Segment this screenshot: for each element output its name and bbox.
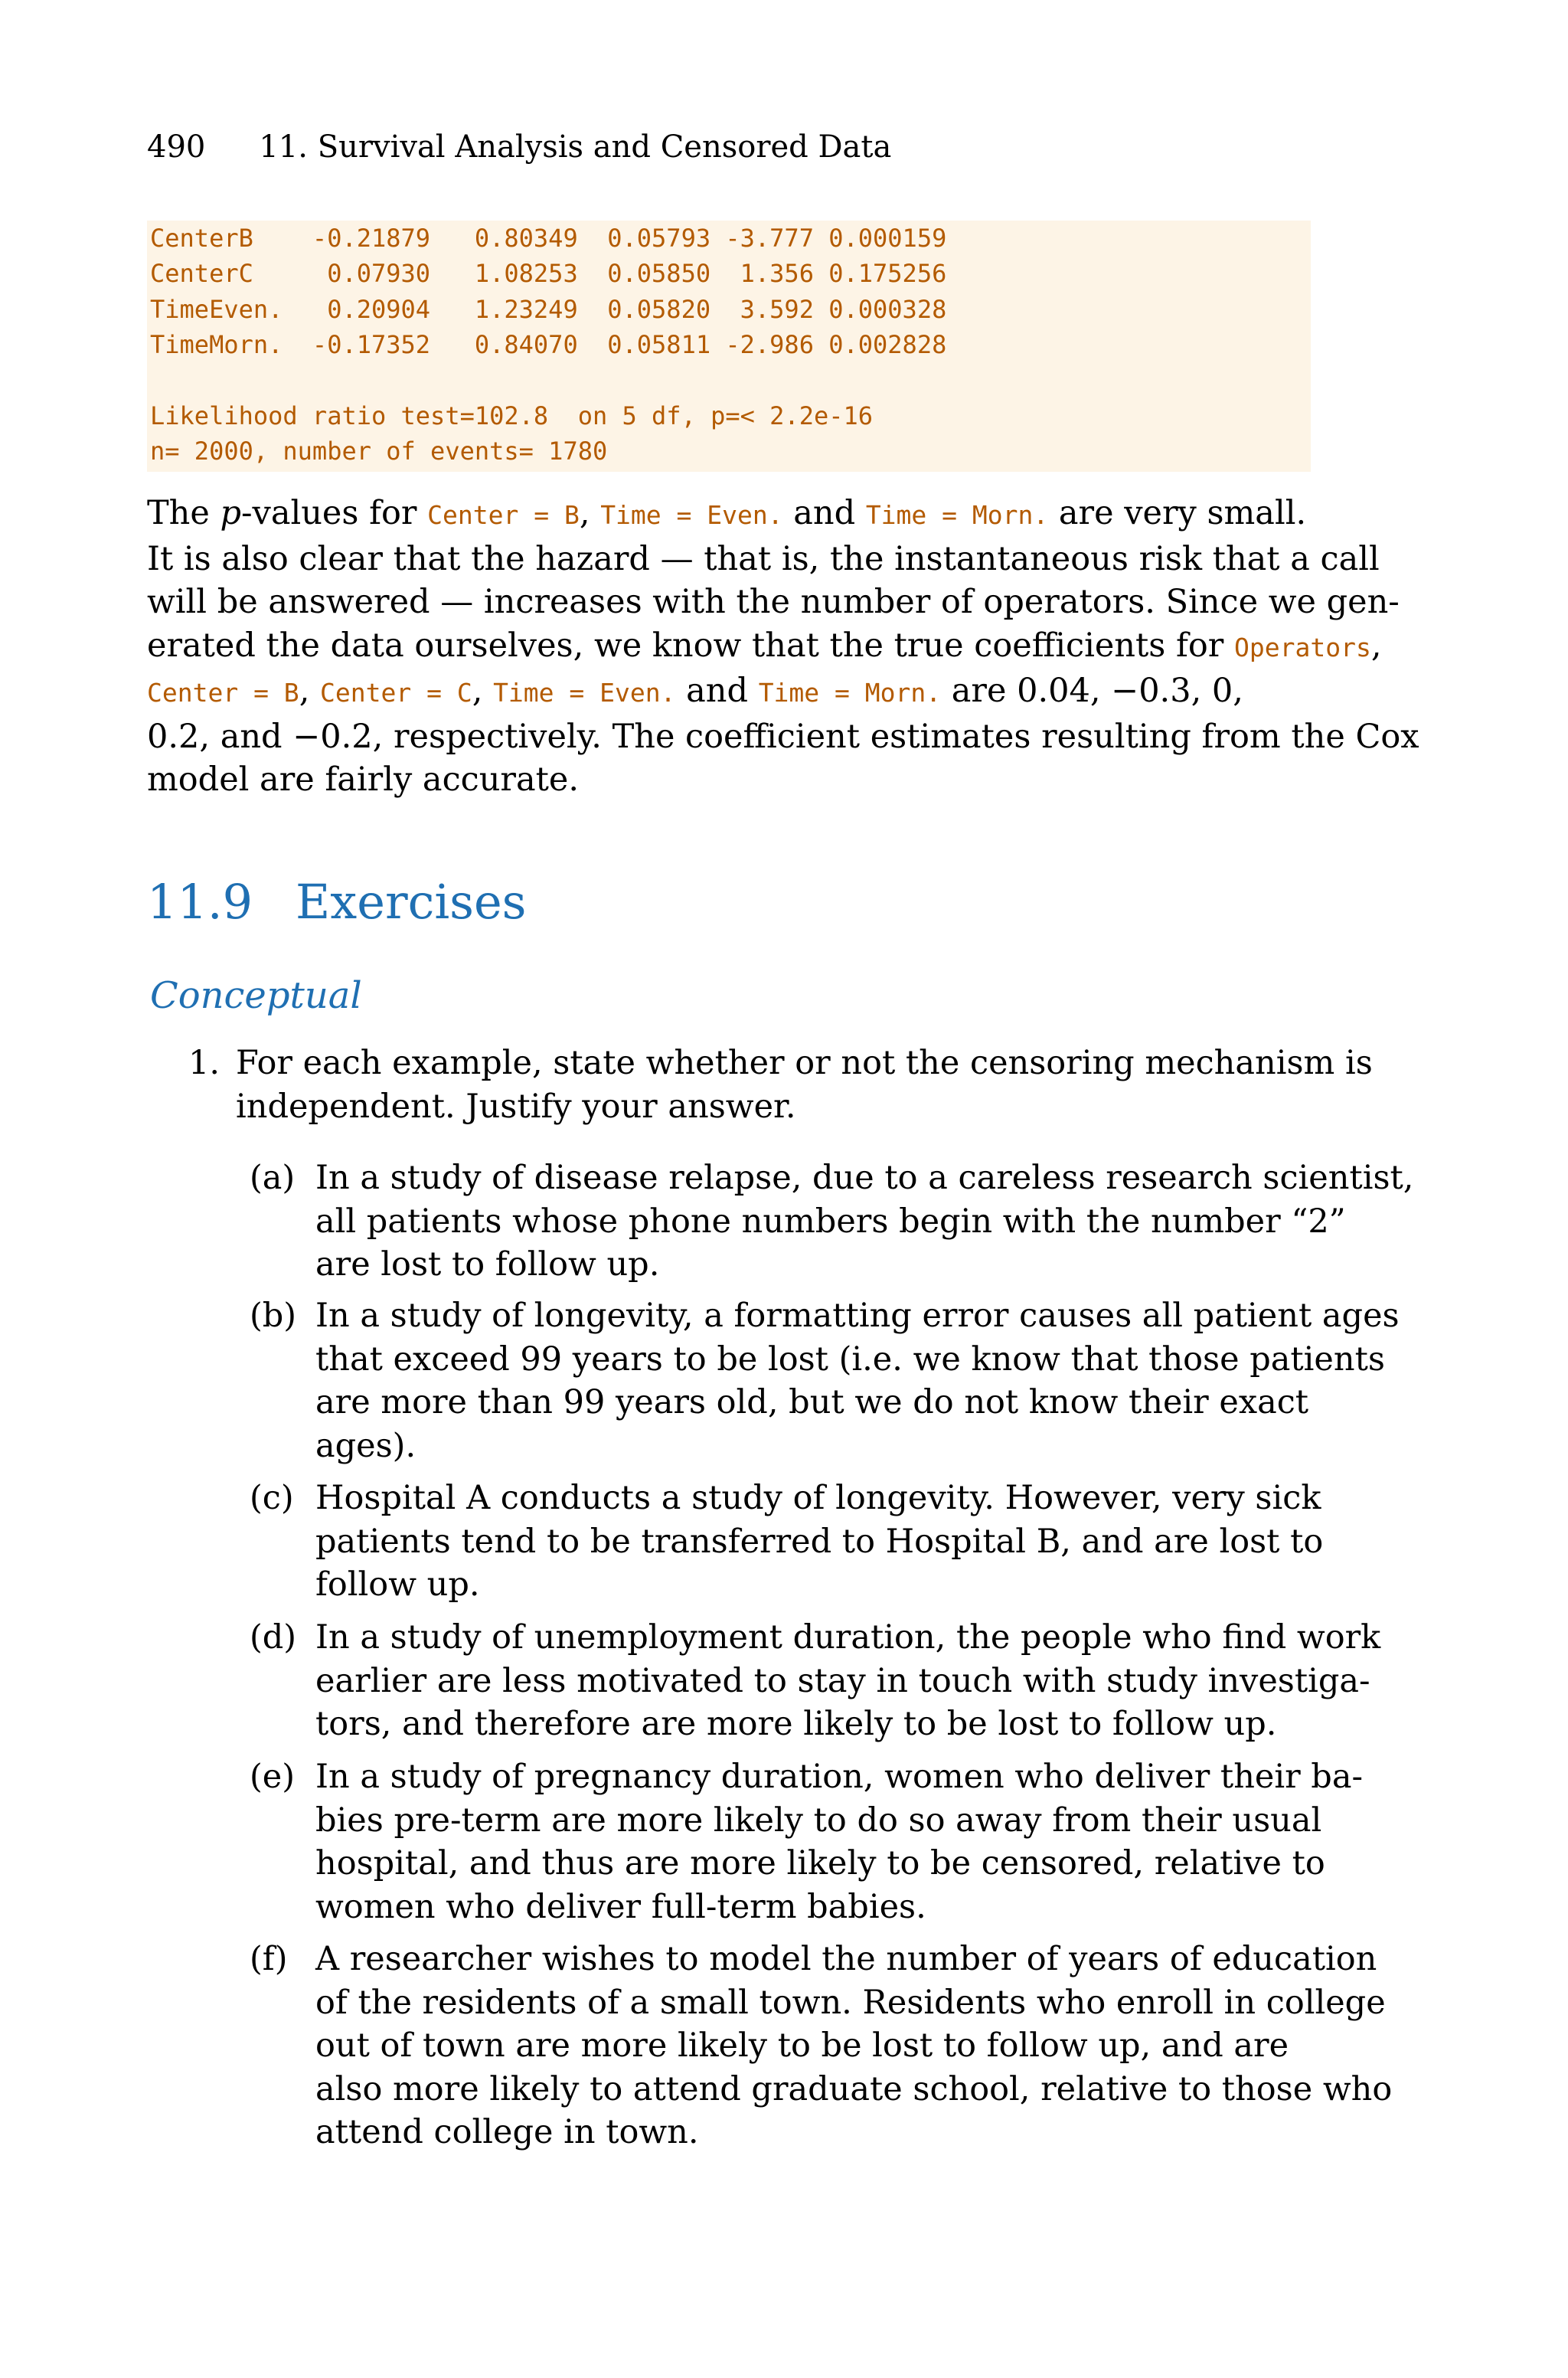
question-line: For each example, state whether or not the censoring mechanism is xyxy=(236,1044,1373,1082)
paragraph-line: It is also clear that the hazard — that is, the instantaneous risk that a call xyxy=(147,539,1380,578)
inline-code: Time = Morn. xyxy=(865,500,1049,530)
subitem-line: attend college in town. xyxy=(315,2113,699,2151)
paragraph-line: 0.2, and −0.2, respectively. The coefficient estimates resulting from the Cox xyxy=(147,717,1419,756)
page-number: 490 xyxy=(147,129,206,165)
code-line: n= 2000, number of events= 1780 xyxy=(150,437,608,466)
text-run: erated the data ourselves, we know that the true coefficients for xyxy=(147,626,1235,665)
code-line: TimeEven. 0.20904 1.23249 0.05820 3.592 0.000328 xyxy=(150,295,947,324)
subitem-line: In a study of pregnancy duration, women who deliver their ba- xyxy=(315,1758,1364,1796)
subitem-line: follow up. xyxy=(315,1565,480,1604)
subitem-line: of the residents of a small town. Residents who enroll in college xyxy=(315,1983,1386,2022)
inline-code: Center = C xyxy=(320,678,472,708)
inline-code: Time = Even. xyxy=(600,500,783,530)
subitem-line: tors, and therefore are more likely to be lost to follow up. xyxy=(315,1705,1277,1743)
inline-code: Center = B xyxy=(147,678,299,708)
subitem-text xyxy=(315,1616,1381,1746)
inline-code: Time = Morn. xyxy=(758,678,942,708)
subitem-line: bies pre-term are more likely to do so away from their usual xyxy=(315,1801,1322,1840)
question-number: 1. xyxy=(188,1044,220,1082)
code-line: CenterC 0.07930 1.08253 0.05850 1.356 0.175256 xyxy=(150,259,947,288)
subitem-line: also more likely to attend graduate school, relative to those who xyxy=(315,2069,1393,2108)
subitem-line: that exceed 99 years to be lost (i.e. we know that those patients xyxy=(315,1339,1385,1379)
section-number: 11.9 xyxy=(147,874,253,930)
subitem-line: ages). xyxy=(315,1426,416,1465)
subitem-line: In a study of disease relapse, due to a careless research scientist, xyxy=(315,1159,1414,1197)
subitem-line: out of town are more likely to be lost to follow up, and are xyxy=(315,2026,1289,2065)
paragraph-line: model are fairly accurate. xyxy=(147,761,580,799)
inline-code: Time = Even. xyxy=(493,678,676,708)
subitem-text xyxy=(315,1755,1364,1928)
text-run: are 0.04, −0.3, 0, xyxy=(941,672,1243,710)
italic-p: p xyxy=(220,494,242,532)
subitem-line: patients tend to be transferred to Hospital B, and are lost to xyxy=(315,1522,1324,1561)
code-line: CenterB -0.21879 0.80349 0.05793 -3.777 0.000159 xyxy=(150,224,947,253)
question-line: independent. Justify your answer. xyxy=(236,1087,796,1126)
text-run: , xyxy=(1370,626,1382,665)
subitem-text xyxy=(315,1294,1400,1467)
running-header xyxy=(147,129,891,165)
code-output-block xyxy=(147,221,1311,472)
subitem-line: Hospital A conducts a study of longevity. However, very sick xyxy=(315,1479,1321,1517)
subitem-label: (d) xyxy=(250,1618,297,1657)
subitem-line: In a study of unemployment duration, the people who find work xyxy=(315,1618,1381,1657)
text-run: and xyxy=(675,672,759,710)
subitem-label: (f) xyxy=(250,1940,288,1978)
paragraph-line xyxy=(147,669,1311,715)
subitem-line: earlier are less motivated to stay in touch with study investiga- xyxy=(315,1661,1370,1700)
subitem-label: (b) xyxy=(250,1297,297,1335)
subitem-line: In a study of longevity, a formatting error causes all patient ages xyxy=(315,1297,1400,1335)
text-run: and xyxy=(782,494,866,532)
paragraph-line: will be answered — increases with the number of operators. Since we gen- xyxy=(147,583,1400,621)
text-run: are very small. xyxy=(1048,494,1307,532)
subitem-label: (a) xyxy=(250,1159,296,1197)
subitem-line: all patients whose phone numbers begin with the number “2” xyxy=(315,1202,1346,1241)
subitem-text xyxy=(315,1938,1393,2154)
section-title: Exercises xyxy=(296,874,527,930)
subitem-line: women who deliver full-term babies. xyxy=(315,1887,926,1926)
subitem-label: (c) xyxy=(250,1479,294,1517)
paragraph-line xyxy=(147,624,1382,670)
section-heading xyxy=(147,872,526,933)
text-run: , xyxy=(472,672,494,710)
subsection-heading: Conceptual xyxy=(150,974,362,1017)
text-run: The xyxy=(147,494,220,532)
code-line: Likelihood ratio test=102.8 on 5 df, p=< 2.2e-16 xyxy=(150,401,874,430)
subitem-line: hospital, and thus are more likely to be censored, relative to xyxy=(315,1844,1325,1882)
inline-code: Operators xyxy=(1234,632,1371,662)
inline-code: Center = B xyxy=(427,500,580,530)
subitem-text xyxy=(315,1156,1414,1287)
question-text xyxy=(236,1042,1373,1128)
body-paragraph xyxy=(147,492,1419,802)
code-line: TimeMorn. -0.17352 0.84070 0.05811 -2.986 0.002828 xyxy=(150,330,947,359)
text-run: -values for xyxy=(241,494,428,532)
text-run: , xyxy=(579,494,601,532)
subitem-line: A researcher wishes to model the number of years of education xyxy=(315,1940,1377,1978)
chapter-title: 11. Survival Analysis and Censored Data xyxy=(259,129,892,165)
text-run: , xyxy=(299,672,321,710)
paragraph-line xyxy=(147,492,1311,538)
subitem-text xyxy=(315,1477,1324,1607)
subitem-line: are more than 99 years old, but we do not know their exact xyxy=(315,1383,1309,1421)
subitem-label: (e) xyxy=(250,1758,295,1796)
subitem-line: are lost to follow up. xyxy=(315,1245,660,1284)
